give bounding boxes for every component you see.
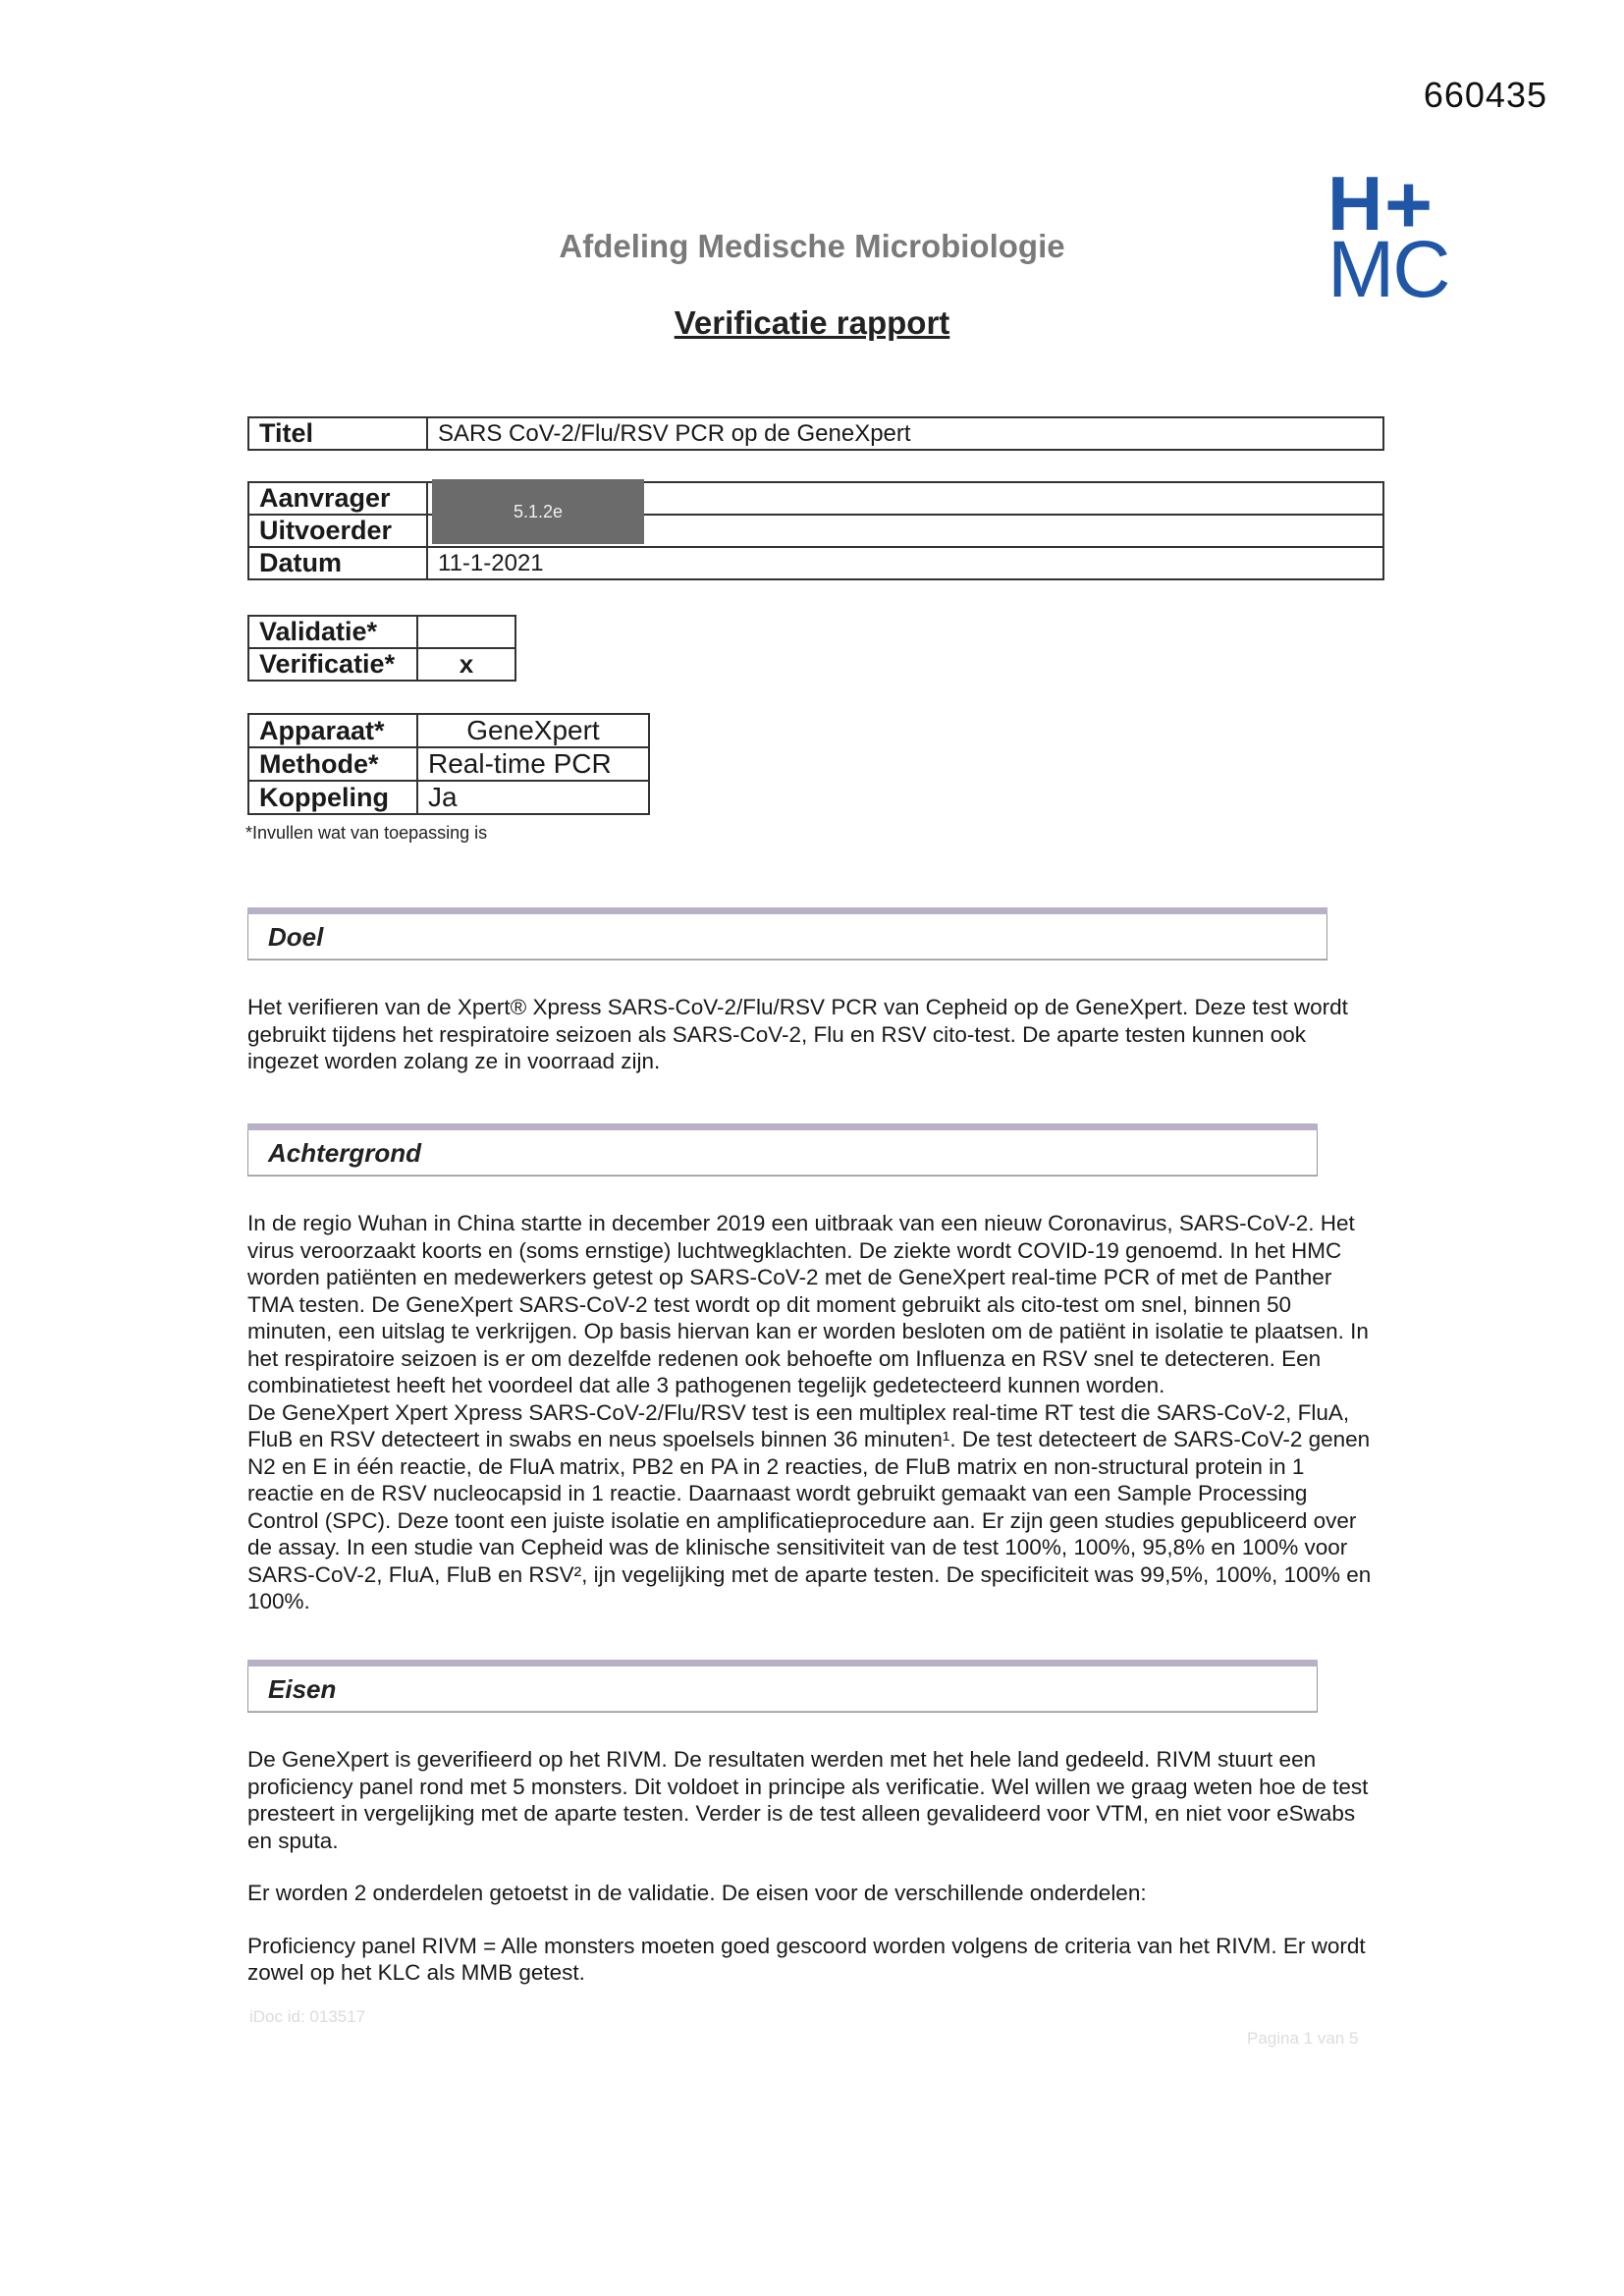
paragraph: De GeneXpert is geverifieerd op het RIVM. De resultaten werden met het hele land gedeeld. RIVM stuurt een proficiency panel rond met 5 monsters. Dit voldoet in principe als verificatie. Wel willen we graag weten hoe de test presteert in vergelijking met de aparte testen. Verder is de test alleen gevalideerd voor VTM, en niet voor eSwabs en sputa.	[247, 1747, 1369, 1853]
paragraph: Proficiency panel RIVM = Alle monsters moeten goed gescoord worden volgens de criteria van het RIVM. Er wordt zowel op het KLC als MMB getest.	[247, 1933, 1366, 1985]
section-bar	[247, 907, 1327, 914]
method-label: Methode*	[248, 747, 417, 781]
people-table	[247, 481, 1384, 580]
executor-label: Uitvoerder	[248, 515, 427, 547]
table-row	[248, 547, 1383, 579]
device-value: GeneXpert	[417, 714, 649, 747]
table-row	[248, 515, 1383, 547]
logo-plus-icon: +	[1384, 158, 1434, 250]
section-heading-eisen: Eisen	[247, 1667, 1318, 1713]
section-bar	[247, 1123, 1318, 1130]
paragraph: Er worden 2 onderdelen getoetst in de validatie. De eisen voor de verschillende onderdelen:	[247, 1881, 1147, 1905]
section-bar	[247, 1660, 1318, 1667]
footnote: *Invullen wat van toepassing is	[245, 823, 488, 843]
section-achtergrond	[247, 1123, 1318, 1176]
report-title: Verificatie rapport	[674, 304, 950, 341]
doel-text	[247, 994, 1377, 1075]
paragraph: In de regio Wuhan in China startte in december 2019 een uitbraak van een nieuw Coronavirus, SARS-CoV-2. Het virus veroorzaakt koorts en (soms ernstige) luchtwegklachten. De ziekte wordt COVID-19 genoemd. In het HMC worden patiënten en medewerkers getest op SARS-CoV-2 met de GeneXpert real-time PCR of met de Panther TMA testen. De GeneXpert SARS-CoV-2 test wordt op dit moment gebruikt als cito-test om snel, binnen 50 minuten, een uitslag te verkrijgen. Op basis hiervan kan er worden besloten om de patiënt in isolatie te plaatsen. In het respiratoire seizoen is er om dezelfde redenen ook behoefte om Influenza en RSV snel te detecteren. Een combinatietest heeft het voordeel dat alle 3 pathogenen tegelijk gedetecteerd kunnen worden.	[247, 1211, 1369, 1397]
achtergrond-text	[247, 1210, 1377, 1615]
link-value: Ja	[417, 781, 649, 814]
date-value: 11-1-2021	[427, 547, 1383, 579]
table-row	[248, 616, 515, 648]
redaction-block: 5.1.2e	[432, 479, 644, 544]
date-label: Datum	[248, 547, 427, 579]
validation-value	[417, 616, 515, 648]
table-row	[248, 747, 649, 781]
validation-label: Validatie*	[248, 616, 417, 648]
table-row	[248, 648, 515, 681]
logo-mc: MC	[1327, 225, 1449, 314]
verification-label: Verificatie*	[248, 648, 417, 681]
page-number: Pagina 1 van 5	[1247, 2029, 1359, 2048]
device-label: Apparaat*	[248, 714, 417, 747]
section-heading-doel: Doel	[247, 914, 1327, 960]
section-doel	[247, 907, 1327, 960]
document-number: 660435	[1423, 75, 1547, 115]
department-heading: Afdeling Medische Microbiologie	[559, 228, 1065, 264]
device-table	[247, 713, 650, 815]
table-row	[248, 714, 649, 747]
section-eisen	[247, 1660, 1318, 1713]
title-table	[247, 416, 1384, 451]
table-row	[248, 781, 649, 814]
paragraph: Het verifieren van de Xpert® Xpress SARS-CoV-2/Flu/RSV PCR van Cepheid op de GeneXpert. Deze test wordt gebruikt tijdens het respiratoire seizoen als SARS-CoV-2, Flu en RSV cito-test. De aparte testen kunnen ook ingezet worden zolang ze in voorraad zijn.	[247, 995, 1348, 1073]
verification-value: x	[417, 648, 515, 681]
paragraph: De GeneXpert Xpert Xpress SARS-CoV-2/Flu/RSV test is een multiplex real-time RT test die SARS-CoV-2, FluA, FluB en RSV detecteert in swabs en neus spoelsels binnen 36 minuten¹. De test detecteert de SARS-CoV-2 genen N2 en E in één reactie, de FluA matrix, PB2 en PA in 2 reacties, de FluB matrix en non-structural protein in 1 reactie en de RSV nucleocapsid in 1 reactie. Daarnaast wordt gebruikt gemaakt van een Sample Processing Control (SPC). Deze toont een juiste isolatie en amplificatieprocedure aan. Er zijn geen studies gepubliceerd over de assay. In een studie van Cepheid was de klinische sensitiviteit van de test 100%, 100%, 95,8% en 100% voor SARS-CoV-2, FluA, FluB en RSV², ijn vegelijking met de aparte testen. De specificiteit was 99,5%, 100%, 100% en 100%.	[247, 1399, 1372, 1613]
link-label: Koppeling	[248, 781, 417, 814]
method-value: Real-time PCR	[417, 747, 649, 781]
title-value: SARS CoV-2/Flu/RSV PCR op de GeneXpert	[427, 417, 1383, 450]
section-heading-achtergrond: Achtergrond	[247, 1130, 1318, 1176]
title-label: Titel	[248, 417, 427, 450]
type-table	[247, 615, 516, 682]
table-row	[248, 482, 1383, 515]
logo-h: H	[1327, 160, 1383, 246]
applicant-label: Aanvrager	[248, 482, 427, 515]
eisen-text	[247, 1746, 1377, 1987]
doc-id: iDoc id: 013517	[249, 2007, 366, 2026]
